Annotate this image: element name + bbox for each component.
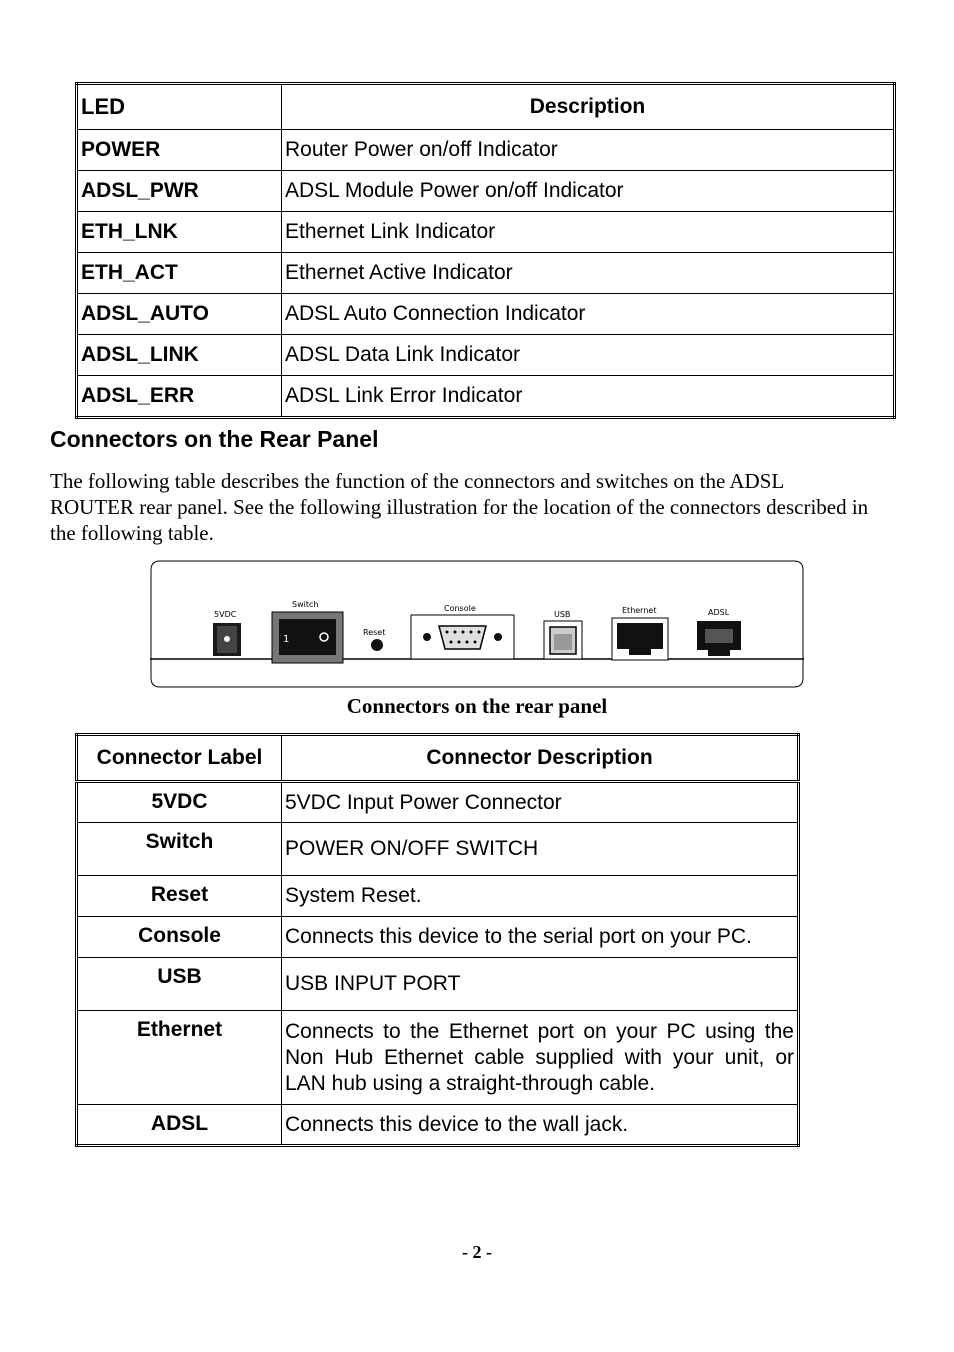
console-port-icon: [411, 615, 514, 659]
connector-label: USB: [77, 958, 282, 1011]
led-column-header: LED: [77, 84, 282, 130]
rear-panel-illustration: [149, 560, 805, 688]
table-row: [77, 782, 799, 823]
table-header-row: [77, 84, 895, 130]
figure-caption: Connectors on the rear panel: [346, 694, 608, 718]
connector-description: 5VDC Input Power Connector: [282, 782, 799, 823]
table-header-row: [77, 735, 799, 782]
led-label: ETH_ACT: [77, 253, 282, 294]
led-label: POWER: [77, 130, 282, 171]
connector-label: 5VDC: [77, 782, 282, 823]
led-label: ADSL_ERR: [77, 376, 282, 418]
label-switch: Switch: [292, 600, 319, 609]
description-column-header: Description: [282, 84, 895, 130]
page-number: - 2 -: [462, 1242, 492, 1262]
connector-label: Console: [77, 917, 282, 958]
led-label: ADSL_AUTO: [77, 294, 282, 335]
connector-description: Connects this device to the wall jack.: [282, 1105, 799, 1146]
connector-table: [75, 733, 800, 1147]
table-row: [77, 823, 799, 876]
connector-description: USB INPUT PORT: [282, 958, 799, 1011]
connector-label-header: Connector Label: [77, 735, 282, 782]
reset-button-icon: [371, 639, 383, 651]
power-switch-icon: [272, 612, 343, 663]
label-usb: USB: [554, 610, 571, 619]
led-description: ADSL Module Power on/off Indicator: [282, 171, 895, 212]
table-row: [77, 876, 799, 917]
led-description: Router Power on/off Indicator: [282, 130, 895, 171]
connector-label: Switch: [77, 823, 282, 876]
connector-description: System Reset.: [282, 876, 799, 917]
led-description: ADSL Link Error Indicator: [282, 376, 895, 418]
label-ethernet: Ethernet: [622, 606, 657, 615]
led-description: Ethernet Active Indicator: [282, 253, 895, 294]
table-row: [77, 212, 895, 253]
connector-description: POWER ON/OFF SWITCH: [282, 823, 799, 876]
connector-label: Reset: [77, 876, 282, 917]
table-row: [77, 376, 895, 418]
table-row: [77, 335, 895, 376]
led-table: [75, 82, 896, 419]
led-description: ADSL Auto Connection Indicator: [282, 294, 895, 335]
connector-description: Connects to the Ethernet port on your PC using the Non Hub Ethernet cable supplied with your unit, or LAN hub using a straight-through cable.: [282, 1011, 799, 1105]
section-heading: Connectors on the Rear Panel: [50, 426, 379, 452]
label-5vdc: 5VDC: [214, 610, 237, 619]
led-description: Ethernet Link Indicator: [282, 212, 895, 253]
connector-label: ADSL: [77, 1105, 282, 1146]
connector-label: Ethernet: [77, 1011, 282, 1105]
svg-text:1: 1: [283, 634, 290, 645]
table-row: [77, 171, 895, 212]
connector-description-header: Connector Description: [282, 735, 799, 782]
power-jack-icon: [213, 623, 241, 656]
intro-paragraph: The following table describes the function of the connectors and switches on the ADSL ROUTER rear panel. See the following illustration for the location of the connectors described in the following table.: [50, 469, 869, 545]
led-label: ETH_LNK: [77, 212, 282, 253]
label-reset: Reset: [363, 628, 386, 637]
label-console: Console: [444, 604, 476, 613]
table-row: [77, 1105, 799, 1146]
label-adsl: ADSL: [708, 608, 730, 617]
table-row: [77, 253, 895, 294]
table-row: [77, 1011, 799, 1105]
usb-port-icon: [544, 621, 582, 659]
table-row: [77, 294, 895, 335]
table-row: [77, 130, 895, 171]
led-description: ADSL Data Link Indicator: [282, 335, 895, 376]
led-label: ADSL_PWR: [77, 171, 282, 212]
ethernet-port-icon: [612, 618, 668, 660]
connector-description: Connects this device to the serial port on your PC.: [282, 917, 799, 958]
table-row: [77, 958, 799, 1011]
led-label: ADSL_LINK: [77, 335, 282, 376]
table-row: [77, 917, 799, 958]
